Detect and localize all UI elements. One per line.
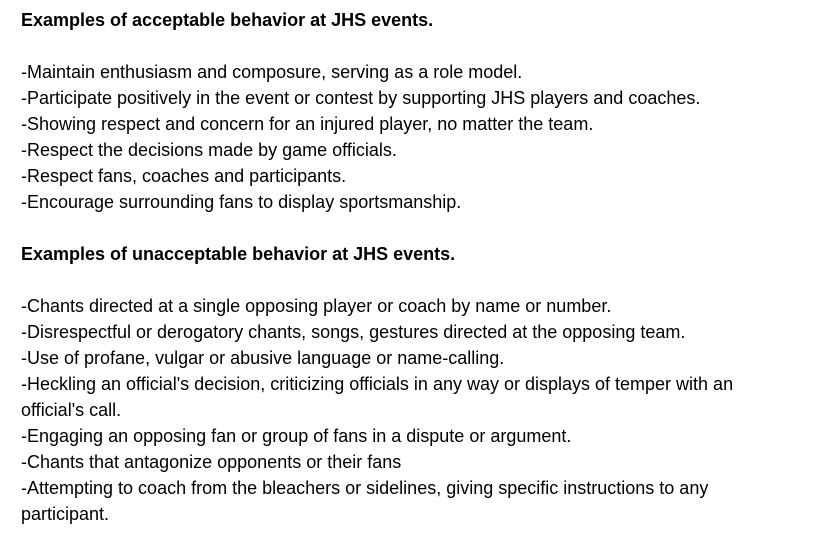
acceptable-item: -Maintain enthusiasm and composure, serving as a role model. bbox=[21, 62, 523, 82]
acceptable-item: -Respect the decisions made by game officials. bbox=[21, 140, 397, 160]
unacceptable-item: -Heckling an official's decision, criticizing officials in any way or displays of temper with an official's call. bbox=[21, 374, 734, 420]
unacceptable-item: -Chants that antagonize opponents or their fans bbox=[21, 452, 402, 472]
acceptable-item: -Showing respect and concern for an injured player, no matter the team. bbox=[21, 114, 594, 134]
unacceptable-item: -Engaging an opposing fan or group of fans in a dispute or argument. bbox=[21, 426, 572, 446]
unacceptable-list bbox=[21, 293, 800, 527]
unacceptable-item: -Attempting to coach from the bleachers or sidelines, giving specific instructions to any participant. bbox=[21, 478, 709, 524]
acceptable-item: -Participate positively in the event or contest by supporting JHS players and coaches. bbox=[21, 88, 701, 108]
acceptable-item: -Encourage surrounding fans to display sportsmanship. bbox=[21, 192, 462, 212]
unacceptable-item: -Chants directed at a single opposing player or coach by name or number. bbox=[21, 296, 612, 316]
acceptable-item: -Respect fans, coaches and participants. bbox=[21, 166, 347, 186]
blank-line bbox=[21, 33, 800, 59]
blank-line bbox=[21, 215, 800, 241]
acceptable-heading: Examples of acceptable behavior at JHS events. bbox=[21, 10, 434, 30]
unacceptable-item: -Disrespectful or derogatory chants, songs, gestures directed at the opposing team. bbox=[21, 322, 686, 342]
unacceptable-item: -Use of profane, vulgar or abusive language or name-calling. bbox=[21, 348, 505, 368]
acceptable-list bbox=[21, 59, 800, 215]
blank-line bbox=[21, 267, 800, 293]
unacceptable-heading: Examples of unacceptable behavior at JHS events. bbox=[21, 244, 456, 264]
